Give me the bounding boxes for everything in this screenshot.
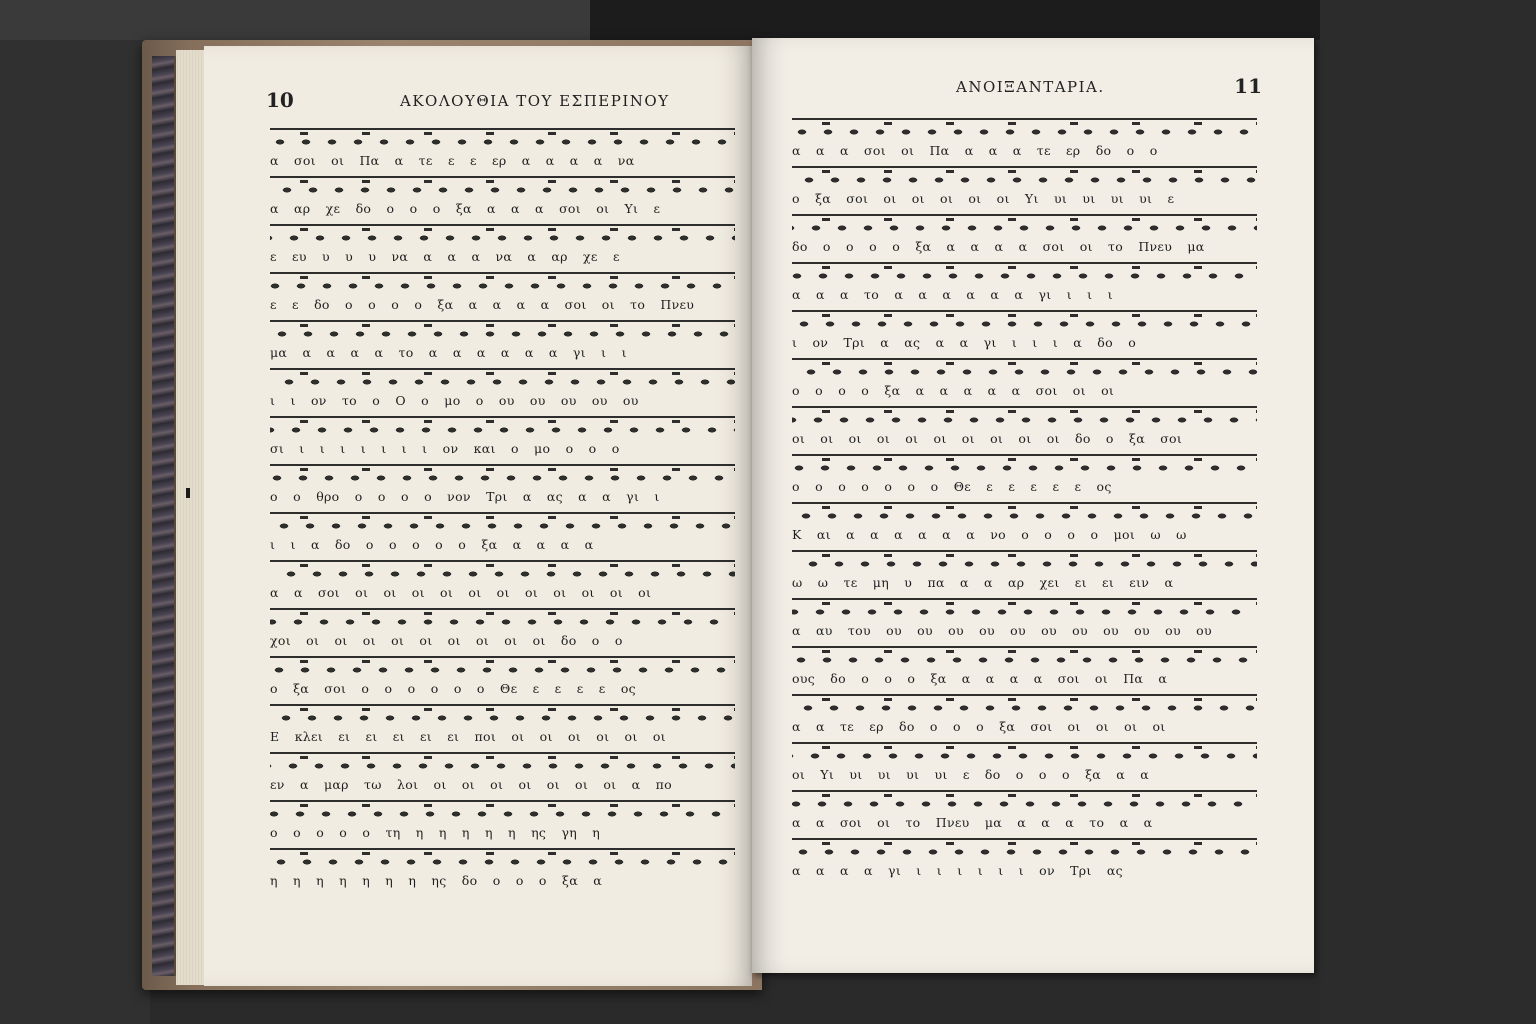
neume-notation [792,118,1257,140]
music-line [792,166,1257,214]
music-line [270,176,735,224]
neume-notation [792,838,1257,860]
neume-notation [270,656,735,678]
lyric-syllables: εν α μαρ τω λοι οι οι οι οι οι οι οι α πο [270,777,673,792]
lyric-syllables: α α σοι οι οι οι οι οι οι οι οι οι οι οι [270,585,652,600]
music-line [270,368,735,416]
music-line [792,454,1257,502]
background-strip [0,0,590,40]
neume-notation [792,454,1257,476]
right-page-number: 11 [1234,74,1262,98]
neume-notation [792,790,1257,812]
lyric-syllables: ους δο ο ο ο ξα α α α α σοι οι Πα α [792,671,1168,686]
neume-notation [792,358,1257,380]
neume-notation [270,320,735,342]
neume-notation [270,224,735,246]
music-line [270,464,735,512]
music-line [270,320,735,368]
music-line [270,848,735,896]
music-line [270,800,735,848]
music-line [792,838,1257,886]
neume-notation [792,310,1257,332]
lyric-syllables: ο ο ο ο ο ο ο Θε ε ε ε ε ε ος [792,479,1112,494]
neume-notation [792,598,1257,620]
right-music-lines [792,118,1257,886]
music-line [792,598,1257,646]
neume-notation [792,502,1257,524]
lyric-syllables: α αρ χε δο ο ο ο ξα α α α σοι οι Υι ε [270,201,661,216]
neume-notation [270,800,735,822]
music-line [792,358,1257,406]
neume-notation [270,560,735,582]
background-left [0,40,150,1024]
music-line [270,656,735,704]
neume-notation [270,416,735,438]
music-line [792,550,1257,598]
music-line [792,310,1257,358]
left-page-number: 10 [266,88,294,112]
lyric-syllables: α α σοι οι το Πνευ μα α α α το α α [792,815,1153,830]
lyric-syllables: ι ι ον το ο Ο ο μο ο ου ου ου ου ου [270,393,639,408]
left-running-head: ΑΚΟΛΟΥΘΙΑ ΤΟΥ ΕΣΠΕΡΙΝΟΥ [400,92,670,110]
lyric-syllables: α α α το α α α α α α γι ι ι ι [792,287,1113,302]
neume-notation [270,176,735,198]
marbled-spine [152,56,176,976]
lyric-syllables: οι Υι υι υι υι υι ε δο ο ο ο ξα α α [792,767,1150,782]
music-line [792,406,1257,454]
lyric-syllables: α αυ του ου ου ου ου ου ου ου ου ου ου ου [792,623,1212,638]
left-page [204,46,752,986]
left-music-lines [270,128,735,896]
right-page [752,38,1314,973]
right-running-head: ΑΝΟΙΞΑΝΤΑΡΙΑ. [956,78,1105,96]
music-line [792,694,1257,742]
neume-notation [792,742,1257,764]
lyric-syllables: δο ο ο ο ο ξα α α α α σοι οι το Πνευ μα [792,239,1205,254]
music-line [792,790,1257,838]
lyric-syllables: ο ο ο ο ξα α α α α α σοι οι οι [792,383,1115,398]
lyric-syllables: α α α σοι οι Πα α α α τε ερ δο ο ο [792,143,1158,158]
neume-notation [270,368,735,390]
lyric-syllables: Κ αι α α α α α α νο ο ο ο ο μοι ω ω [792,527,1187,542]
background-right [1320,0,1536,1024]
lyric-syllables: ο ο ο ο ο τη η η η η η ης γη η [270,825,601,840]
neume-notation [792,406,1257,428]
music-line [270,752,735,800]
lyric-syllables: ι ον Τρι α ας α α γι ι ι ι α δο ο [792,335,1137,350]
neume-notation [270,608,735,630]
lyric-syllables: α σοι οι Πα α τε ε ε ερ α α α α να [270,153,635,168]
lyric-syllables: ο ξα σοι ο ο ο ο ο ο Θε ε ε ε ε ος [270,681,636,696]
neume-notation [270,848,735,870]
music-line [270,416,735,464]
music-line [270,608,735,656]
lyric-syllables: οι οι οι οι οι οι οι οι οι οι δο ο ξα σοι [792,431,1183,446]
lyric-syllables: α α τε ερ δο ο ο ο ξα σοι οι οι οι οι [792,719,1166,734]
neume-notation [792,214,1257,236]
music-line [792,742,1257,790]
music-line [792,646,1257,694]
lyric-syllables: ω ω τε μη υ πα α α αρ χει ει ει ειν α [792,575,1174,590]
lyric-syllables: ε ευ υ υ υ να α α α να α αρ χε ε [270,249,620,264]
music-line [270,512,735,560]
lyric-syllables: ι ι α δο ο ο ο ο ο ξα α α α α [270,537,594,552]
neume-notation [270,272,735,294]
lyric-syllables: σι ι ι ι ι ι ι ι ον και ο μο ο ο ο [270,441,620,456]
music-line [270,704,735,752]
binding-mark [186,488,190,498]
lyric-syllables: ε ε δο ο ο ο ο ξα α α α α σοι οι το Πνευ [270,297,695,312]
music-line [270,224,735,272]
lyric-syllables: Ε κλει ει ει ει ει ει ποι οι οι οι οι οι οι [270,729,666,744]
neume-notation [792,550,1257,572]
neume-notation [270,704,735,726]
page-edges [176,50,206,985]
music-line [270,272,735,320]
music-line [792,118,1257,166]
neume-notation [792,166,1257,188]
lyric-syllables: ο ο θρο ο ο ο ο νον Τρι α ας α α γι ι [270,489,660,504]
lyric-syllables: α α α α γι ι ι ι ι ι ι ον Τρι ας [792,863,1123,878]
neume-notation [792,262,1257,284]
neume-notation [792,694,1257,716]
neume-notation [270,752,735,774]
neume-notation [792,646,1257,668]
lyric-syllables: μα α α α α το α α α α α α γι ι ι [270,345,627,360]
neume-notation [270,512,735,534]
lyric-syllables: χοι οι οι οι οι οι οι οι οι οι δο ο ο [270,633,623,648]
music-line [792,214,1257,262]
music-line [270,560,735,608]
music-line [792,262,1257,310]
lyric-syllables: ο ξα σοι οι οι οι οι οι Υι υι υι υι υι ε [792,191,1175,206]
music-line [792,502,1257,550]
neume-notation [270,464,735,486]
music-line [270,128,735,176]
neume-notation [270,128,735,150]
lyric-syllables: η η η η η η η ης δο ο ο ο ξα α [270,873,602,888]
